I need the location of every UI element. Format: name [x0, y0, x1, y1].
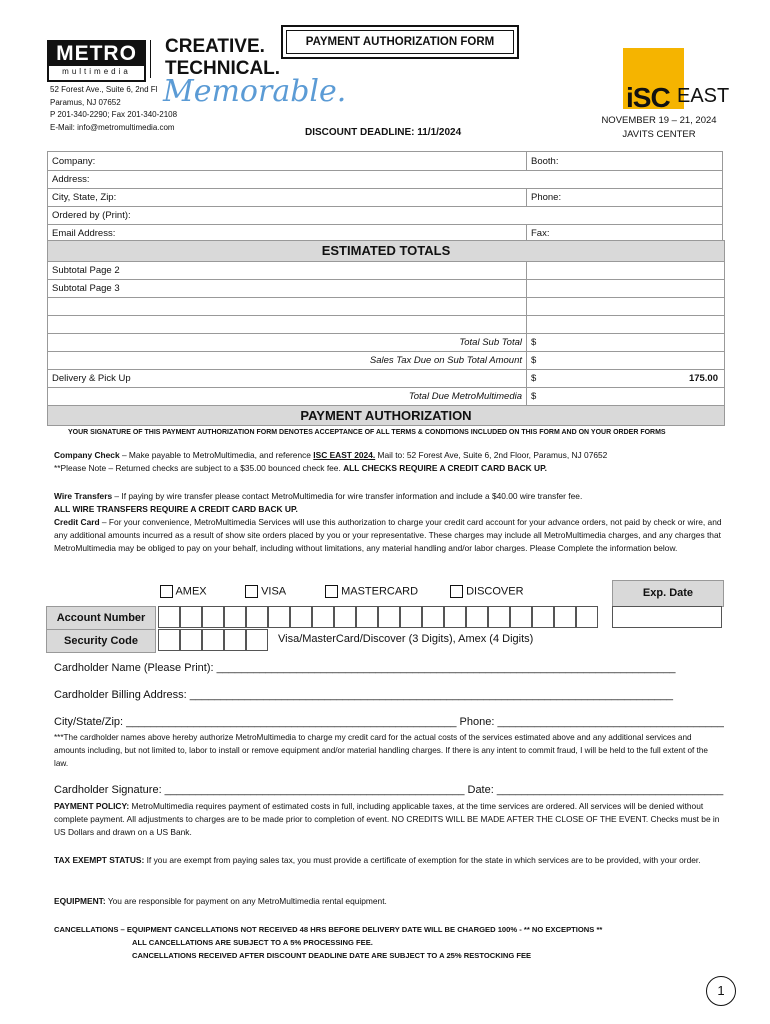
fax-field[interactable]: Fax:	[527, 225, 723, 243]
tagline-memorable: Memorable.	[163, 74, 347, 109]
cardholder-name-field[interactable]: Cardholder Name (Please Print): ___________________________________________________________________________	[54, 662, 676, 674]
billing-address-field[interactable]: Cardholder Billing Address: _______________________________________________________________________________	[54, 689, 674, 701]
signature-notice: YOUR SIGNATURE OF THIS PAYMENT AUTHORIZATION FORM DENOTES ACCEPTANCE OF ALL TERMS & CONDITIONS INCLUDED ON THIS FORM AND ON YOUR ORDER FORMS	[68, 429, 666, 436]
total-sub-total-value[interactable]: $	[527, 334, 725, 352]
page-number: 1	[706, 976, 736, 1006]
form-title: PAYMENT AUTHORIZATION FORM	[281, 25, 519, 59]
payment-policy: PAYMENT POLICY: MetroMultimedia requires payment of estimated costs in full, including applicable taxes, at the time services are ordered. All services will be denied without complete payment. All adjustments to charges are to be made prior to completion of event. NO CREDITS WILL BE MADE AFTER THE CLOSE OF THE EVENT. Checks must be in US Dollars and drawn on a US Bank.	[54, 801, 720, 837]
delivery-amount: 175.00	[688, 373, 718, 384]
authorization-statement: ***The cardholder names above hereby authorize MetroMultimedia to charge my credit card for the actual costs of the services estimated above and any additional services and amounts including, but not limited to, labor to install or remove equipment and/or material handling charges. If there is any intent to commit fraud, I will be held to the full extent of the law.	[54, 733, 708, 768]
booth-field[interactable]: Booth:	[527, 152, 723, 171]
exp-date-input[interactable]	[612, 606, 722, 628]
tagline-creative: CREATIVE.	[165, 36, 265, 57]
totals-table	[47, 261, 725, 406]
company-field[interactable]: Company:	[48, 152, 527, 171]
signature-date-field[interactable]: Cardholder Signature: _________________________________________________ Date: _____________________________________	[54, 784, 724, 796]
account-number-input[interactable]	[158, 606, 610, 628]
city-field[interactable]: City, State, Zip:	[48, 189, 527, 207]
visa-checkbox[interactable]	[245, 585, 258, 598]
estimated-totals-header: ESTIMATED TOTALS	[47, 240, 725, 262]
phone-field[interactable]: Phone:	[527, 189, 723, 207]
total-sub-total-label: Total Sub Total	[48, 334, 527, 352]
email-field[interactable]: Email Address:	[48, 225, 527, 243]
payment-authorization-header: PAYMENT AUTHORIZATION	[47, 405, 725, 426]
mastercard-checkbox[interactable]	[325, 585, 338, 598]
sales-tax-value[interactable]: $	[527, 352, 725, 370]
security-code-hint: Visa/MasterCard/Discover (3 Digits), Amex (4 Digits)	[278, 633, 534, 645]
wire-credit-section: Wire Transfers – If paying by wire transfer please contact MetroMultimedia for wire transfer information and include a $40.00 wire transfer fee. ALL WIRE TRANSFERS REQUIRE A CREDIT CARD BACK UP. Credit Card – For your convenience, MetroMultimedia Services will use this authorization to charge your credit card account for your advance orders, not paid by check or wire, and any additional amounts incurred as a result of show site orders placed by you or your representative. These charges may include all MetroMultimedia charges, and any charges that MetroMultimedia may be obliged to pay on your behalf, including without limitations, any material handling and/or labor charges. Please Complete the information below.	[54, 491, 722, 553]
ordered-by-field[interactable]: Ordered by (Print):	[48, 207, 527, 225]
card-mastercard-option[interactable]: MASTERCARD	[325, 585, 418, 598]
isc-logo-east: EAST	[677, 85, 730, 107]
city-phone-field[interactable]: City/State/Zip: ______________________________________________________ Phone: _____________________________________	[54, 716, 724, 728]
address-field[interactable]: Address:	[48, 171, 527, 189]
total-due-value[interactable]: $	[527, 388, 725, 406]
isc-logo-text: iSC	[626, 82, 670, 113]
security-code-input[interactable]	[158, 629, 270, 651]
subtotal-page-3-label: Subtotal Page 3	[48, 280, 527, 298]
account-number-label: Account Number	[46, 606, 156, 630]
cancellation-policy: CANCELLATIONS – EQUIPMENT CANCELLATIONS NOT RECEIVED 48 HRS BEFORE DELIVERY DATE WILL BE CHARGED 100% - ** NO EXCEPTIONS ** ALL CANCELLATIONS ARE SUBJECT TO A 5% PROCESSING FEE. CANCELLATIONS RECEIVED AFTER DISCOUNT DEADLINE DATE ARE SUBJECT TO A 25% RESTOCKING FEE	[54, 925, 603, 960]
info-table	[47, 151, 723, 243]
company-address: 52 Forest Ave., Suite 6, 2nd Fl Paramus, NJ 07652 P 201-340-2290; Fax 201-340-2108 E-Mail: info@metromultimedia.com	[50, 85, 178, 132]
subtotal-page-2-label: Subtotal Page 2	[48, 262, 527, 280]
logo-divider	[150, 40, 151, 78]
discover-checkbox[interactable]	[450, 585, 463, 598]
event-dates: NOVEMBER 19 – 21, 2024 JAVITS CENTER	[601, 115, 717, 140]
logo-top: METRO	[49, 42, 144, 66]
tax-exempt-status: TAX EXEMPT STATUS: If you are exempt from paying sales tax, you must provide a certificate of exemption for the state in which services are to be provided, with your order.	[54, 855, 701, 865]
subtotal-page-2-value[interactable]	[527, 262, 725, 280]
delivery-label: Delivery & Pick Up	[48, 370, 527, 388]
card-amex-option[interactable]: AMEX	[160, 585, 207, 598]
delivery-value[interactable]: $ 175.00	[527, 370, 725, 388]
exp-date-header: Exp. Date	[612, 580, 724, 607]
sales-tax-label: Sales Tax Due on Sub Total Amount	[48, 352, 527, 370]
total-due-label: Total Due MetroMultimedia	[48, 388, 527, 406]
logo-bottom: multimedia	[62, 67, 131, 76]
tagline-technical: TECHNICAL.	[165, 58, 281, 79]
subtotal-page-3-value[interactable]	[527, 280, 725, 298]
amex-checkbox[interactable]	[160, 585, 173, 598]
metro-logo	[47, 40, 146, 82]
card-discover-option[interactable]: DISCOVER	[450, 585, 524, 598]
discount-deadline: DISCOUNT DEADLINE: 11/1/2024	[305, 127, 462, 138]
equipment-policy: EQUIPMENT: You are responsible for payment on any MetroMultimedia rental equipment.	[54, 896, 387, 906]
company-check-section: Company Check – Make payable to MetroMultimedia, and reference ISC EAST 2024. Mail to: 52 Forest Ave, Suite 6, 2nd Floor, Paramus, NJ 07652 **Please Note – Returned checks are subject to a $35.00 bounced check fee. ALL CHECKS REQUIRE A CREDIT CARD BACK UP.	[54, 450, 608, 473]
card-visa-option[interactable]: VISA	[245, 585, 286, 598]
security-code-label: Security Code	[46, 629, 156, 653]
